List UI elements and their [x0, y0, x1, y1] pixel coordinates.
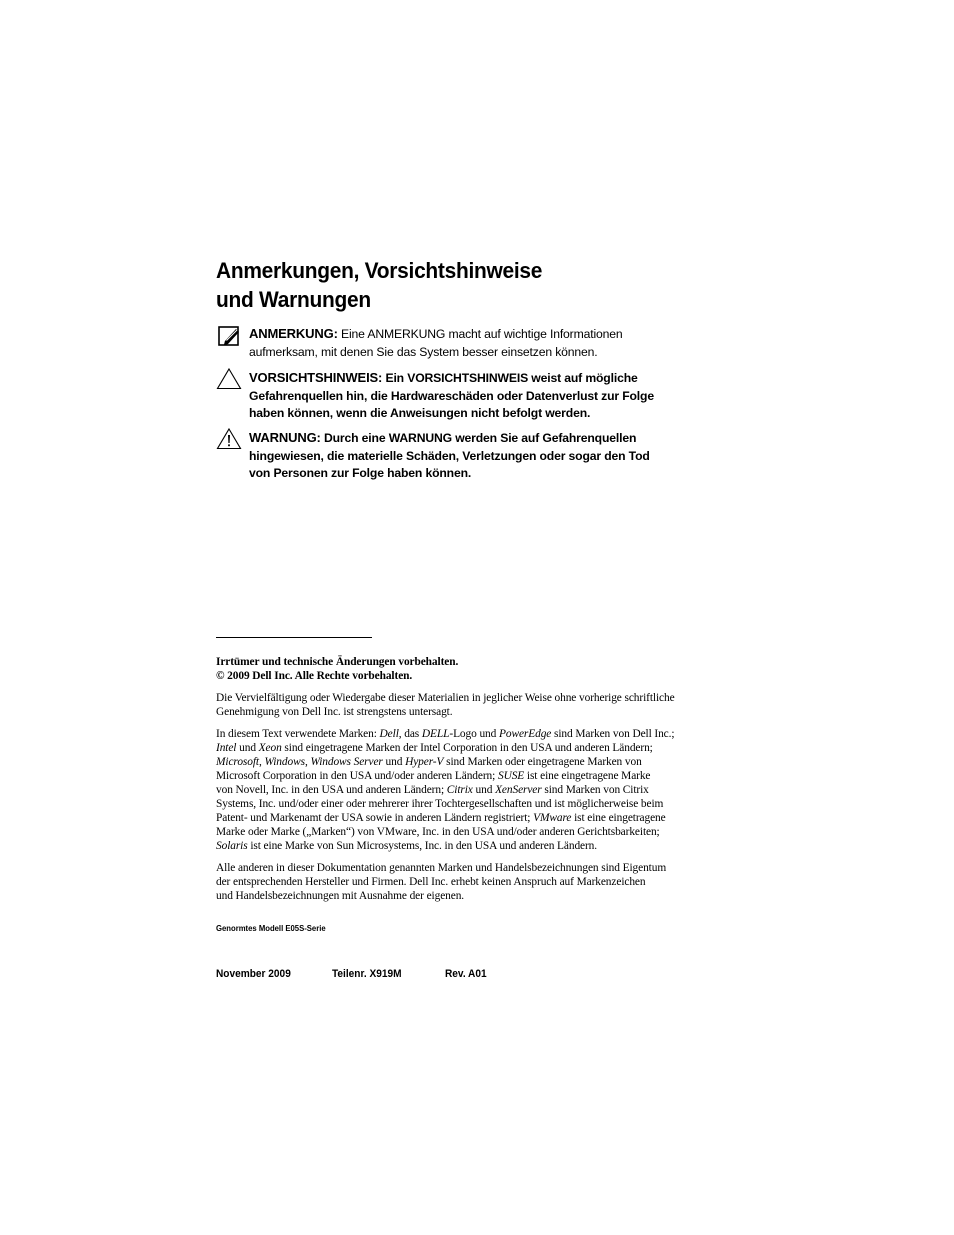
trademark-line-7: Patent- und Markenamt der USA sowie in anderen Ländern registriert; VMware ist eine eingetragene [216, 812, 666, 824]
caution-triangle-icon [216, 367, 242, 391]
warning-label: WARNUNG: [249, 430, 321, 445]
title-line-2: und Warnungen [216, 287, 371, 312]
trademark-line-5: von Novell, Inc. in den USA und anderen Ländern; Citrix und XenServer sind Marken von Citrix [216, 784, 649, 796]
other-marks-line-3: und Handelsbezeichnungen mit Ausnahme der eigenen. [216, 890, 465, 902]
other-marks-line-2: der entsprechenden Hersteller und Firmen. Dell Inc. erhebt keinen Anspruch auf Markenzeichen [216, 876, 646, 888]
caution-text [249, 369, 689, 423]
trademark-line-8: Marke oder Marke („Marken“) von VMware, Inc. in den USA und/oder anderen Gerichtsbarkeiten; [216, 826, 660, 838]
revision: Rev. A01 [445, 968, 487, 980]
caution-line-2: Gefahrenquellen hin, die Hardwareschäden oder Datenverlust zur Folge [249, 388, 654, 403]
trademark-line-3: Microsoft, Windows, Windows Server und Hyper-V sind Marken oder eingetragene Marken von [216, 756, 642, 768]
other-marks-line-1: Alle anderen in dieser Dokumentation genannten Marken und Handelsbezeichnungen sind Eigentum [216, 862, 667, 874]
note-label: ANMERKUNG: [249, 326, 338, 341]
warning-exclamation-icon [216, 427, 242, 451]
reproduction-line-1: Die Vervielfältigung oder Wiedergabe dieser Materialien in jeglicher Weise ohne vorherige schriftliche [216, 692, 675, 704]
title-line-1: Anmerkungen, Vorsichtshinweise [216, 258, 543, 283]
trademark-line-9: Solaris ist eine Marke von Sun Microsystems, Inc. in den USA und anderen Ländern. [216, 840, 598, 852]
trademark-line-1: In diesem Text verwendete Marken: Dell, das DELL-Logo und PowerEdge sind Marken von Dell Inc.; [216, 728, 675, 740]
page-title [216, 256, 542, 314]
note-pencil-icon [216, 324, 242, 348]
note-line-1: Eine ANMERKUNG macht auf wichtige Informationen [337, 327, 623, 341]
reproduction-line-2: Genehmigung von Dell Inc. ist strengstens untersagt. [216, 706, 453, 718]
other-marks-notice [216, 861, 716, 903]
footnote-divider [216, 637, 372, 638]
caution-label: VORSICHTSHINWEIS: [249, 370, 383, 385]
subject-to-change: Irrtümer und technische Änderungen vorbehalten. [216, 656, 459, 668]
note-text [249, 325, 689, 361]
warning-text [249, 429, 689, 483]
warning-line-2: hingewiesen, die materielle Schäden, Verletzungen oder sogar den Tod [249, 448, 650, 463]
copyright: © 2009 Dell Inc. Alle Rechte vorbehalten. [216, 670, 413, 682]
part-number: Teilenr. X919M [332, 968, 402, 980]
legal-notice [216, 655, 716, 683]
trademark-line-6: Systems, Inc. und/oder einer oder mehrerer ihrer Tochtergesellschaften und ist möglicherweise beim [216, 798, 664, 810]
trademark-line-4: Microsoft Corporation in den USA und/oder anderen Ländern; SUSE ist eine eingetragene Marke [216, 770, 651, 782]
publication-date: November 2009 [216, 968, 291, 980]
caution-line-3: haben können, wenn die Anweisungen nicht befolgt werden. [249, 406, 591, 420]
warning-line-1: Durch eine WARNUNG werden Sie auf Gefahrenquellen [320, 431, 637, 445]
trademark-notice [216, 727, 716, 853]
trademark-line-2: Intel und Xeon sind eingetragene Marken der Intel Corporation in den USA und anderen Ländern; [216, 742, 653, 754]
caution-line-1: Ein VORSICHTSHINWEIS weist auf mögliche [382, 371, 638, 385]
regulatory-model: Genormtes Modell E05S-Serie [216, 923, 326, 933]
reproduction-notice [216, 691, 716, 719]
note-line-2: aufmerksam, mit denen Sie das System besser einsetzen können. [249, 344, 598, 359]
warning-line-3: von Personen zur Folge haben können. [249, 466, 472, 480]
